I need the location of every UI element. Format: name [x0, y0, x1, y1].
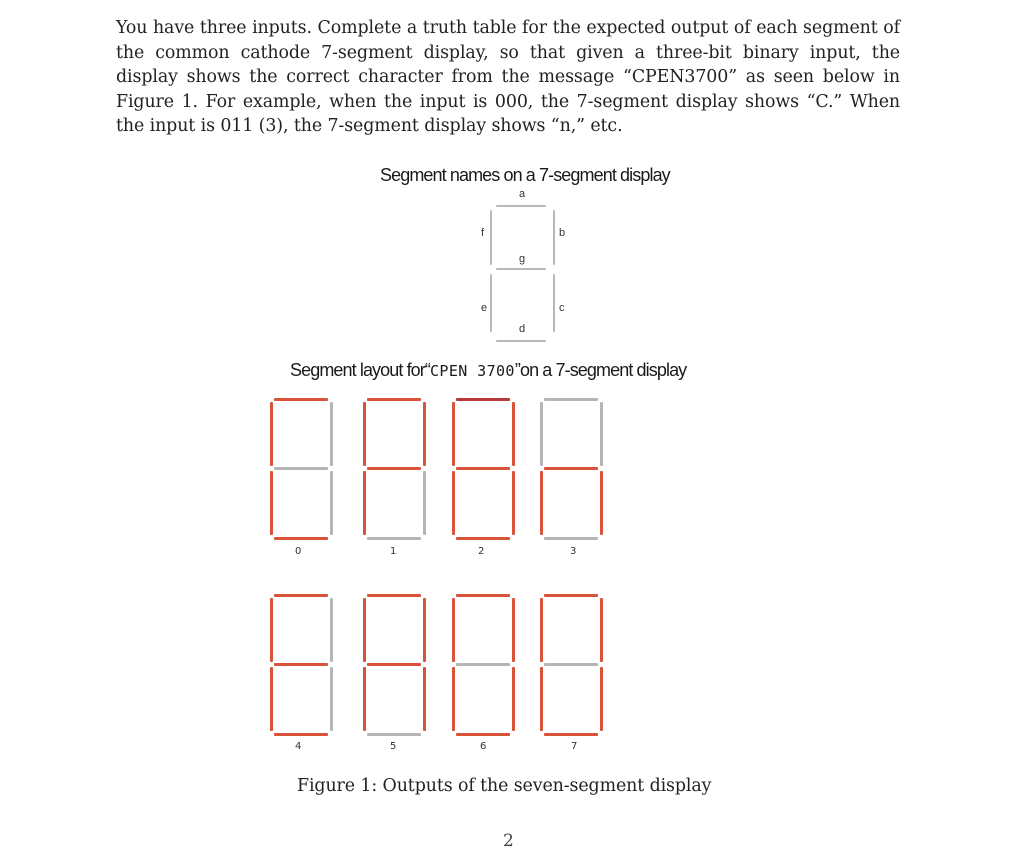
instructions-paragraph: [116, 16, 900, 139]
digit-2-segment-a: [456, 398, 510, 401]
digit-6-segment-c: [512, 667, 515, 731]
digit-7-segment-a: [544, 594, 598, 597]
digit-2-segment-d: [456, 537, 510, 540]
digit-5-segment-c: [423, 667, 426, 731]
digit-label: 4: [295, 741, 302, 752]
digit-5-segment-b: [423, 598, 426, 662]
digit-4-segment-b: [330, 598, 333, 662]
segment-label-f: f: [481, 227, 485, 239]
segment-b: [553, 210, 555, 265]
segment-layout-title-prefix: Segment layout for“: [290, 360, 430, 380]
digit-7-segment-d: [544, 733, 598, 736]
digit-2-segment-b: [512, 402, 515, 466]
segment-d: [496, 340, 546, 342]
digit-5-segment-d: [367, 733, 421, 736]
digit-1-segment-b: [423, 402, 426, 466]
instructions-line: the input is 011 (3), the 7-segment display shows “n,” etc.: [116, 116, 623, 137]
digit-5-segment-f: [363, 598, 366, 662]
digit-1-segment-c: [423, 471, 426, 535]
digit-0-segment-e: [270, 471, 273, 535]
digit-label: 7: [571, 741, 578, 752]
segment-g: [496, 268, 546, 270]
figure-caption: Figure 1: Outputs of the seven-segment display: [297, 776, 712, 796]
digit-1-segment-a: [367, 398, 421, 401]
digit-1-segment-e: [363, 471, 366, 535]
segment-a: [496, 205, 546, 207]
digit-5-segment-a: [367, 594, 421, 597]
digit-label: 1: [390, 546, 397, 557]
digit-6-segment-f: [452, 598, 455, 662]
instructions-line: You have three inputs. Complete a truth table for the expected output of each segment of: [116, 18, 900, 38]
digit-5-segment-g: [367, 663, 421, 666]
digit-1-segment-d: [367, 537, 421, 540]
digit-4-segment-e: [270, 667, 273, 731]
digit-4-segment-c: [330, 667, 333, 731]
page-number: 2: [503, 831, 514, 851]
segment-label-b: b: [559, 227, 566, 239]
segment-label-d: d: [519, 323, 526, 335]
digit-7-segment-b: [600, 598, 603, 662]
instructions-line: display shows the correct character from the message “CPEN3700” as seen below in: [116, 67, 900, 88]
segment-e: [490, 274, 492, 332]
instructions-line: Figure 1. For example, when the input is 000, the 7-segment display shows “C.” When: [116, 91, 900, 112]
digit-label: 6: [480, 741, 487, 752]
segment-layout-title: [290, 360, 686, 381]
digit-1-segment-f: [363, 402, 366, 466]
instructions-line: the common cathode 7-segment display, so that given a three-bit binary input, the: [116, 42, 900, 63]
digit-label: 3: [570, 546, 577, 557]
digit-0-segment-f: [270, 402, 273, 466]
segment-label-g: g: [519, 253, 526, 265]
digit-3-segment-b: [600, 402, 603, 466]
digit-0-segment-c: [330, 471, 333, 535]
digit-2-segment-c: [512, 471, 515, 535]
digit-3-segment-e: [540, 471, 543, 535]
digit-7-segment-e: [540, 667, 543, 731]
digit-6-segment-g: [456, 663, 510, 666]
digit-6-segment-a: [456, 594, 510, 597]
digit-1-segment-g: [367, 467, 421, 470]
digit-3-segment-f: [540, 402, 543, 466]
digit-3-segment-d: [544, 537, 598, 540]
segment-c: [553, 274, 555, 332]
digit-7-segment-c: [600, 667, 603, 731]
digit-label: 0: [295, 546, 302, 557]
digit-7-segment-g: [544, 663, 598, 666]
digit-6-segment-d: [456, 733, 510, 736]
segment-f: [490, 210, 492, 265]
digit-2-segment-e: [452, 471, 455, 535]
segment-label-e: e: [481, 302, 488, 314]
segment-names-title: Segment names on a 7-segment display: [380, 165, 670, 185]
digit-3-segment-a: [544, 398, 598, 401]
digit-0-segment-b: [330, 402, 333, 466]
digit-4-segment-a: [274, 594, 328, 597]
segment-label-c: c: [559, 302, 565, 314]
digit-0-segment-a: [274, 398, 328, 401]
digit-4-segment-f: [270, 598, 273, 662]
digit-4-segment-g: [274, 663, 328, 666]
digit-label: 2: [478, 546, 485, 557]
digit-2-segment-f: [452, 402, 455, 466]
digit-2-segment-g: [456, 467, 510, 470]
segment-layout-title-code: CPEN 3700: [429, 362, 515, 380]
digit-3-segment-c: [600, 471, 603, 535]
segment-label-a: a: [519, 188, 526, 200]
digit-6-segment-b: [512, 598, 515, 662]
digit-7-segment-f: [540, 598, 543, 662]
digit-6-segment-e: [452, 667, 455, 731]
digit-0-segment-g: [274, 467, 328, 470]
digit-4-segment-d: [274, 733, 328, 736]
digit-3-segment-g: [544, 467, 598, 470]
digit-5-segment-e: [363, 667, 366, 731]
segment-layout-title-suffix: ”on a 7-segment display: [514, 360, 687, 380]
digit-label: 5: [390, 741, 397, 752]
digit-0-segment-d: [274, 537, 328, 540]
